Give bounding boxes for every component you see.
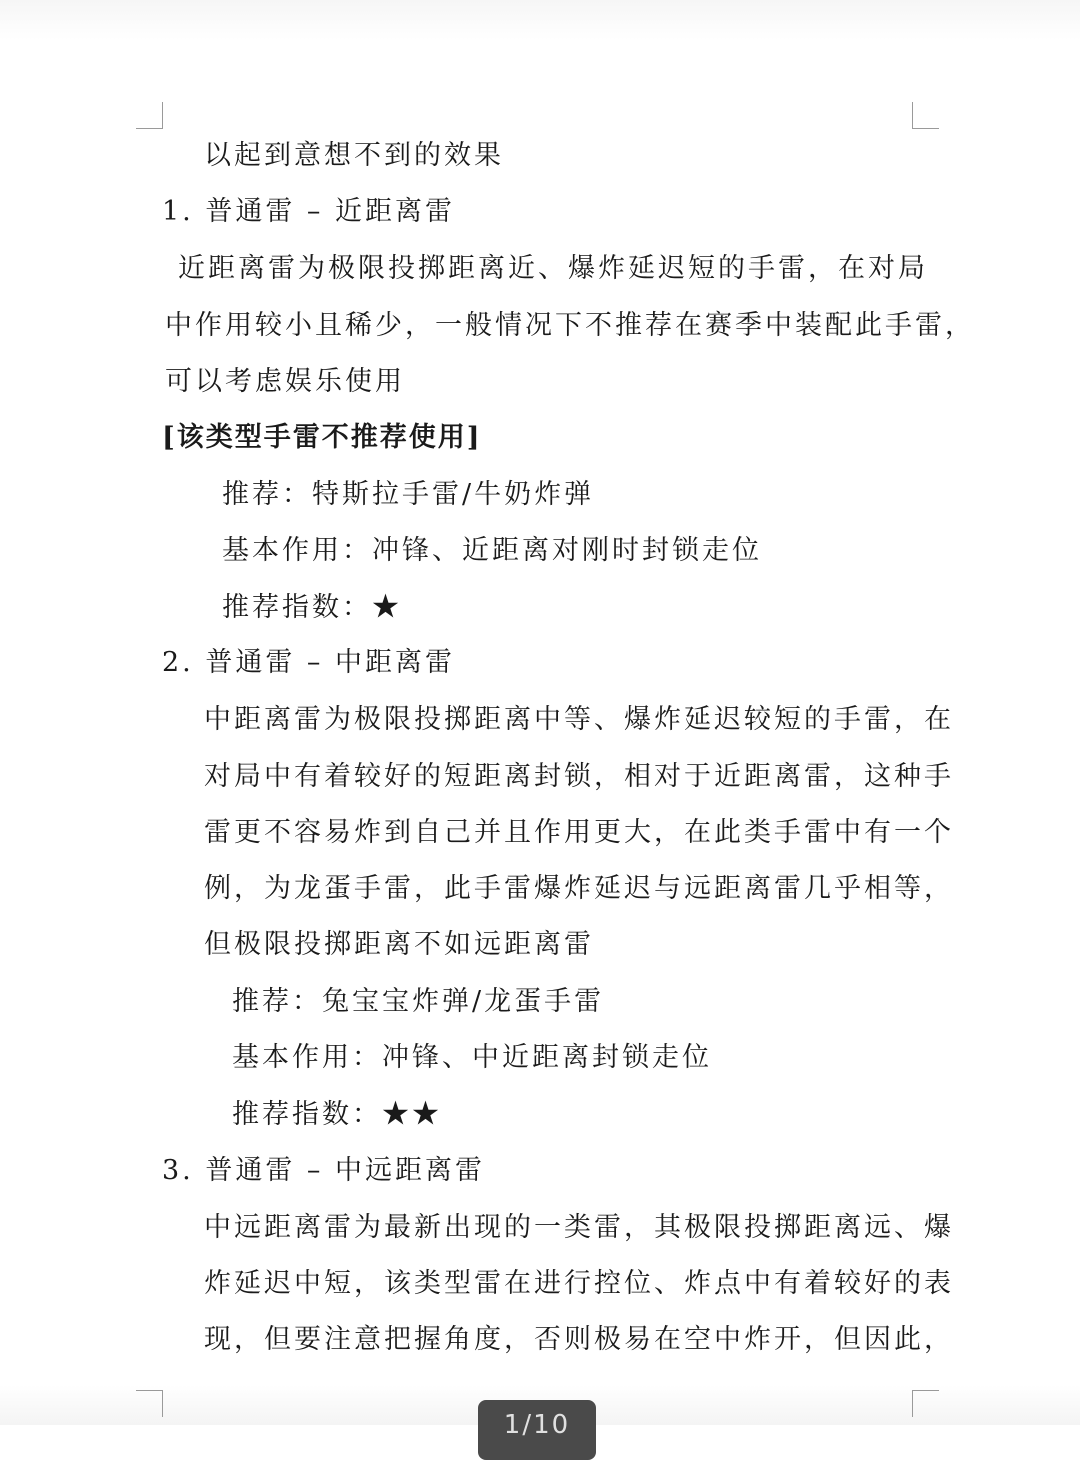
text-line: 可以考虑娱乐使用 — [165, 366, 405, 397]
text-line: 以起到意想不到的效果 — [204, 140, 504, 171]
recommend-line: 推荐：兔宝宝炸弹/龙蛋手雷 — [232, 986, 605, 1017]
text-line: 中作用较小且稀少，一般情况下不推荐在赛季中装配此手雷， — [165, 310, 975, 341]
crop-mark-bottom-right — [912, 1390, 939, 1417]
note-bold: [该类型手雷不推荐使用] — [162, 422, 482, 453]
section-heading: 3. 普通雷 – 中远距离雷 — [162, 1155, 486, 1186]
crop-mark-top-right — [912, 102, 939, 129]
text-line: 现，但要注意把握角度，否则极易在空中炸开，但因此， — [204, 1324, 954, 1355]
text-line: 雷更不容易炸到自己并且作用更大，在此类手雷中有一个 — [204, 817, 954, 848]
basic-use-line: 基本作用：冲锋、中近距离封锁走位 — [232, 1042, 712, 1073]
text-line: 但极限投掷距离不如远距离雷 — [204, 929, 594, 960]
section-heading: 2. 普通雷 – 中距离雷 — [162, 647, 456, 678]
rating-line: 推荐指数：★★ — [232, 1099, 442, 1130]
text-line: 炸延迟中短，该类型雷在进行控位、炸点中有着较好的表 — [204, 1268, 954, 1299]
crop-mark-bottom-left — [136, 1390, 163, 1417]
text-line: 中距离雷为极限投掷距离中等、爆炸延迟较短的手雷，在 — [204, 704, 954, 735]
text-line: 例，为龙蛋手雷，此手雷爆炸延迟与远距离雷几乎相等， — [204, 873, 954, 904]
text-line: 对局中有着较好的短距离封锁，相对于近距离雷，这种手 — [204, 761, 954, 792]
section-heading: 1. 普通雷 – 近距离雷 — [162, 196, 456, 227]
text-line: 近距离雷为极限投掷距离近、爆炸延迟短的手雷，在对局 — [178, 253, 928, 284]
recommend-line: 推荐：特斯拉手雷/牛奶炸弹 — [222, 479, 595, 510]
crop-mark-top-left — [136, 102, 163, 129]
text-line: 中远距离雷为最新出现的一类雷，其极限投掷距离远、爆 — [204, 1212, 954, 1243]
rating-line: 推荐指数：★ — [222, 592, 402, 623]
page-indicator[interactable]: 1/10 — [478, 1400, 596, 1460]
basic-use-line: 基本作用：冲锋、近距离对刚时封锁走位 — [222, 535, 762, 566]
